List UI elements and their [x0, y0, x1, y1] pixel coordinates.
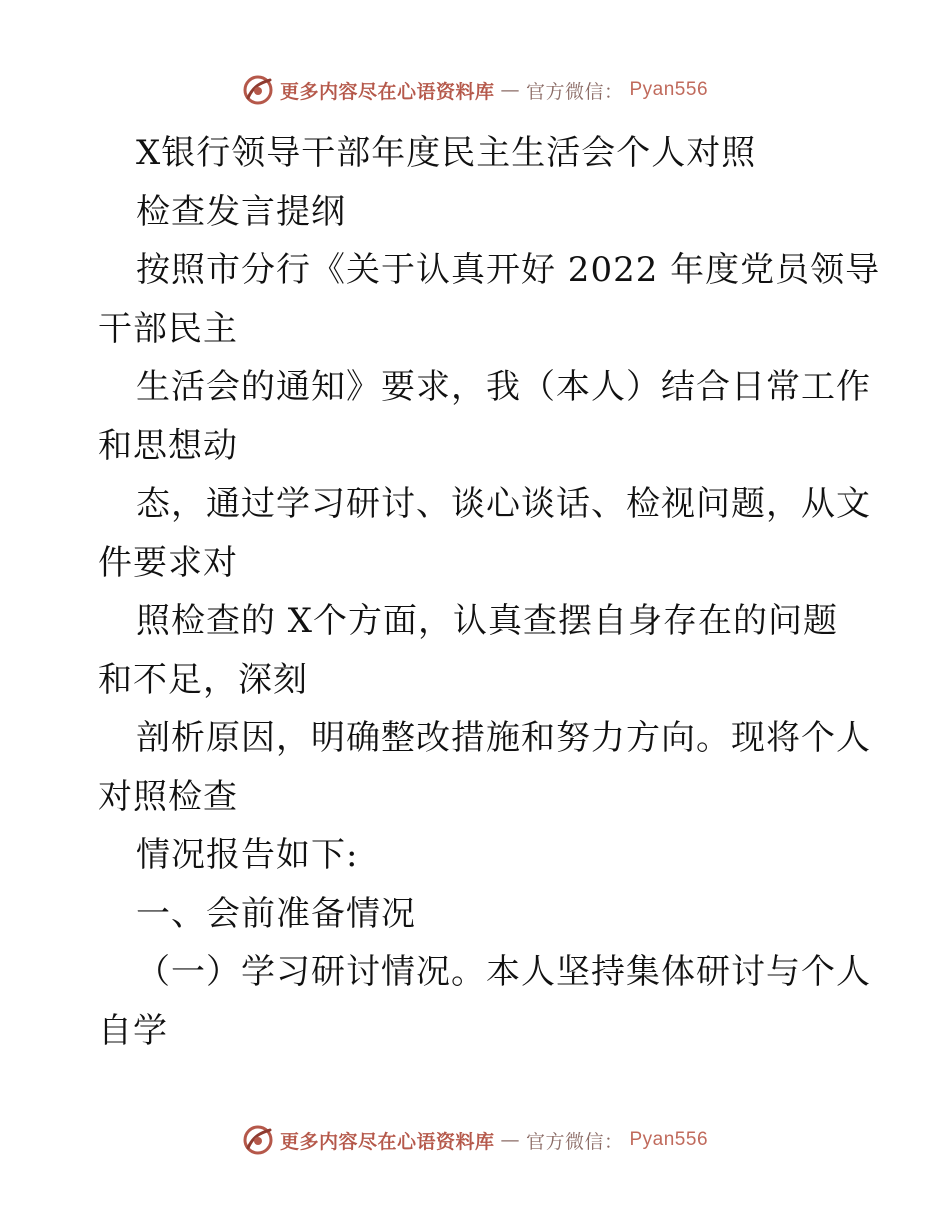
paragraph-line: 对照检查	[98, 776, 238, 817]
watermark-main-text: 更多内容尽在心语资料库	[279, 1130, 495, 1153]
document-body	[98, 124, 881, 1060]
watermark-suffix-text: 官方微信：	[525, 80, 624, 103]
document-title-line-1: X银行领导干部年度民主生活会个人对照	[136, 133, 757, 173]
watermark-header	[0, 70, 950, 110]
paragraph-line: 按照市分行《关于认真开好 2022 年度党员领导	[136, 250, 881, 290]
paragraph-line: 剖析原因，明确整改措施和努力方向。现将个人	[136, 718, 871, 758]
paragraph-line: 和思想动	[98, 425, 238, 466]
watermark-separator: —	[500, 79, 520, 101]
paragraph-line: 生活会的通知》要求，我（本人）结合日常工作	[136, 367, 871, 407]
watermark-suffix-text: 官方微信：	[525, 1130, 624, 1153]
document-title-line-2: 检查发言提纲	[136, 191, 346, 232]
paragraph-line: 态，通过学习研讨、谈心谈话、检视问题，从文	[136, 484, 871, 524]
paragraph-line: 件要求对	[98, 542, 238, 583]
paragraph-line: 和不足，深刻	[98, 659, 308, 700]
section-heading: 一、会前准备情况	[136, 893, 416, 934]
brush-logo-icon	[242, 1124, 274, 1156]
watermark-main-text: 更多内容尽在心语资料库	[279, 80, 495, 103]
watermark-id-text: Pyan556	[629, 79, 709, 100]
brush-logo-icon	[242, 74, 274, 106]
paragraph-line: 干部民主	[98, 308, 238, 349]
watermark-separator: —	[500, 1129, 520, 1151]
subsection-line: （一）学习研讨情况。本人坚持集体研讨与个人	[136, 952, 871, 992]
paragraph-line: 自学	[98, 1010, 168, 1051]
paragraph-line: 照检查的 X个方面，认真查摆自身存在的问题	[136, 601, 839, 641]
watermark-id-text: Pyan556	[629, 1129, 709, 1150]
watermark-footer	[0, 1120, 950, 1160]
paragraph-line: 情况报告如下:	[136, 835, 359, 875]
